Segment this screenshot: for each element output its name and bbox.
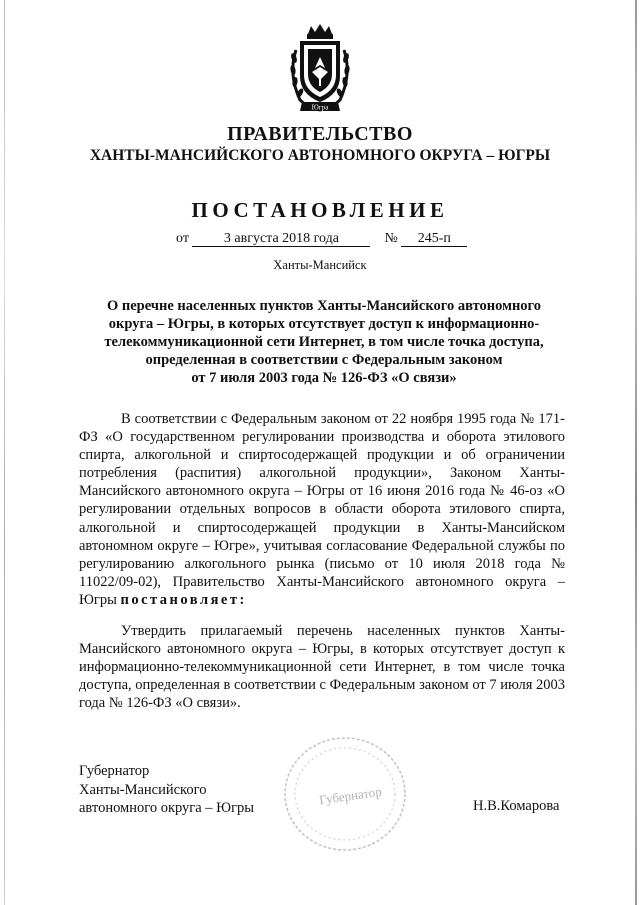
document-number: 245-п bbox=[401, 231, 467, 247]
signer-name: Н.В.Комарова bbox=[473, 798, 560, 814]
government-subtitle: ХАНТЫ-МАНСИЙСКОГО АВТОНОМНОГО ОКРУГА – ЮГРЫ bbox=[89, 147, 551, 164]
document-subject bbox=[80, 297, 568, 387]
document-city: Ханты-Мансийск bbox=[273, 258, 367, 272]
emblem-ribbon-text: Югра bbox=[311, 103, 329, 112]
preamble-text: В соответствии с Федеральным законом от 22 ноября 1995 года № 171-ФЗ «О государственном регулировании производства и оборота этилового спирта, алкогольной и спиртосодержащей продукции и об ограничении потребления (распития) алкогольной продукции», Законом Ханты-Мансийского автономного округа – Югры от 16 июня 2016 года № 46-оз «О регулировании отдельных вопросов в области оборота этилового спирта, алкогольной и спиртосодержащей продукции в Ханты-Мансийском автономном округе – Югре», учитывая согласование Федеральной службы по регулированию алкогольного рынка (письмо от 10 июля 2018 года № 11022/09-02), Правительство Ханты-Мансийского автономного округа – Югры bbox=[79, 411, 565, 608]
subject-line: округа – Югры, в которых отсутствует доступ к информационно- bbox=[108, 316, 540, 332]
resolves-keyword: постановляет: bbox=[120, 591, 247, 608]
position-line: автономного округа – Югры bbox=[79, 800, 255, 816]
date-number-line bbox=[176, 231, 467, 247]
subject-line: определенная в соответствии с Федеральным законом bbox=[145, 352, 503, 368]
khmao-coat-of-arms-icon bbox=[286, 24, 354, 116]
subject-line: от 7 июля 2003 года № 126-ФЗ «О связи» bbox=[191, 370, 457, 386]
subject-line: О перечне населенных пунктов Ханты-Мансийского автономного bbox=[106, 298, 542, 314]
position-line: Губернатор bbox=[79, 763, 150, 779]
date-prefix: от bbox=[176, 231, 189, 246]
signature-position bbox=[79, 762, 254, 818]
government-title: ПРАВИТЕЛЬСТВО bbox=[227, 123, 413, 145]
number-prefix: № bbox=[384, 231, 398, 246]
position-line: Ханты-Мансийского bbox=[79, 781, 207, 798]
document-date: 3 августа 2018 года bbox=[192, 231, 370, 247]
decision-paragraph: Утвердить прилагаемый перечень населенных пунктов Ханты-Мансийского автономного округа – Югры, в которых отсутствует доступ к информационно-телекоммуникационной сети Интернет, в том числе точка доступа, определенная в соответствии с Федеральным законом от 7 июля 2003 года № 126-ФЗ «О связи». bbox=[79, 623, 565, 712]
stamp-text: Губернатор bbox=[318, 783, 383, 808]
preamble-paragraph bbox=[79, 410, 565, 609]
subject-line: телекоммуникационной сети Интернет, в том числе точка доступа, bbox=[104, 334, 544, 350]
document-type: ПОСТАНОВЛЕНИЕ bbox=[191, 198, 449, 222]
official-stamp-icon bbox=[279, 732, 411, 856]
